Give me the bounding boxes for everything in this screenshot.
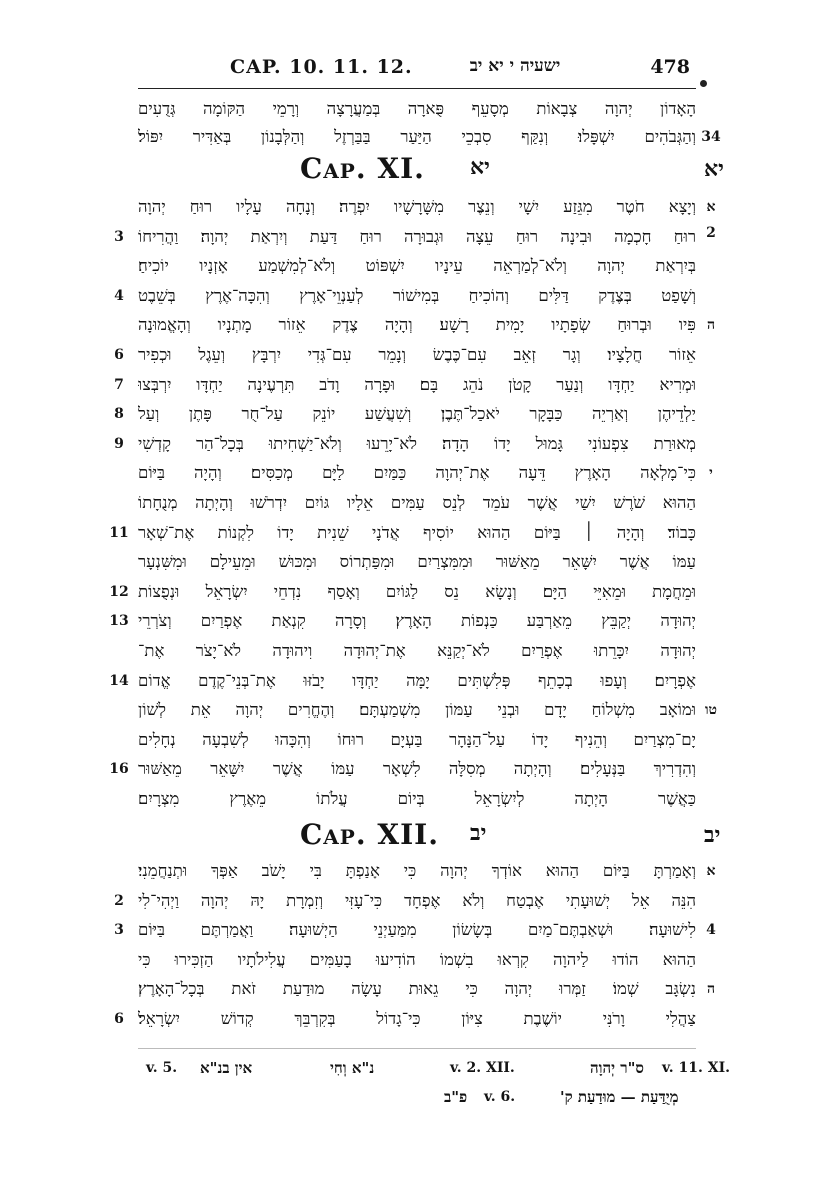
footnote-text: נ"א וְחִי [330, 1059, 375, 1077]
verse-number: 4 [114, 287, 124, 304]
verse-number: 8 [114, 406, 124, 423]
chapter-heading [300, 818, 600, 852]
text-line: צַהֲלִי וָרֹנִּי יוֹשֶׁבֶת צִיּוֹן כִּי־גָדוֹל בְּקִרְבֵּךְ קְדוֹשׁ יִשְׂרָאֵל׃ [138, 1009, 696, 1028]
text-line: הַהוּא שֹׁרֶשׁ יִשַׁי אֲשֶׁר עֹמֵד לְנֵס עַמִּים אֵלָיו גּוֹיִם יִדְרֹשׁוּ וְהָיְתָה מְנֻחָתוֹ [138, 493, 696, 512]
text-line: יְהוּדָה יִכָּרֵתוּ אֶפְרַיִם לֹא־יְקַנֵּא אֶת־יְהוּדָה וִיהוּדָה לֹא־יָצֹר אֶת־ [138, 641, 696, 660]
text-line: וְהַגְּבֹהִים יִשְׁפָּלוּ׃ וְנִקַּף סִבְכֵי הַיַּעַר בַּבַּרְזֶל וְהַלְּבָנוֹן בְּאַדִּיר יִפּוֹל׃ [138, 127, 696, 146]
text-line: נִשְׂגָּב שְׁמוֹ׃ זַמְּרוּ יְהוָה כִּי גֵאוּת עָשָׂה מוּדַעַת זֹאת בְּכָל־הָאָרֶץ׃ [138, 979, 696, 999]
verse-number: ה [706, 317, 716, 334]
chapter-margin-numeral: יב [704, 822, 721, 848]
text-line: וּמֵחֲמָת וּמֵאִיֵּי הַיָּם׃ וְנָשָׂא נֵס לַגּוֹיִם וְאָסַף נִדְחֵי יִשְׂרָאֵל וּנְפֻצוֹת [138, 581, 696, 601]
text-line: הִנֵּה אֵל יְשׁוּעָתִי אֶבְטַח וְלֹא אֶפְחָד כִּי־עָזִּי וְזִמְרָת יָהּ יְהוָה וַיְהִי־לִי [138, 890, 696, 910]
verse-number: א 2 [706, 199, 716, 241]
text-line: כִּי־מָלְאָה הָאָרֶץ דֵּעָה אֶת־יְהוָה כַּמַּיִם לַיָּם מְכַסִּים׃ וְהָיָה בַּיּוֹם [138, 463, 696, 483]
footnote-text: מְיֻדַּעַת — מוּדַעַת ק' [560, 1088, 679, 1106]
text-line: יַלְדֵיהֶן וְאַרְיֵה כַּבָּקָר יֹאכַל־תֶּבֶן׃ וְשִׁעֲשַׁע יוֹנֵק עַל־חֻר פָּתֶן וְעַל [138, 404, 696, 424]
text-line: כָּבוֹד׃ וְהָיָה ׀ בַּיּוֹם הַהוּא יוֹסִיף אֲדֹנָי שֵׁנִית יָדוֹ לִקְנוֹת אֶת־שְׁאָר [138, 522, 696, 542]
chapter-hebrew-numeral: יב [470, 820, 487, 846]
verse-number: 3 [114, 922, 124, 939]
text-line: כַּאֲשֶׁר הָיְתָה לְיִשְׂרָאֵל בְּיוֹם עֲלֹתוֹ מֵאֶרֶץ מִצְרָיִם׃ [138, 789, 696, 808]
verse-number: 6 [114, 347, 124, 363]
verse-number: 34 [701, 129, 721, 145]
verse-number: י [709, 465, 713, 482]
footnote-ref: v. 2. XII. [450, 1060, 515, 1076]
text-line: וּמוֹאָב מִשְׁלוֹחַ יָדָם וּבְנֵי עַמּוֹן מִשְׁמַעְתָּם׃ וְהֶחֱרִים יְהוָה אֵת לְשׁוֹן [138, 700, 696, 720]
verse-number: 14 [109, 672, 129, 689]
header-rule [138, 88, 696, 89]
text-line: בְּיִרְאַת יְהוָה וְלֹא־לְמַרְאֵה עֵינָיו יִשְׁפּוֹט וְלֹא־לְמִשְׁמַע אָזְנָיו יוֹכִיחַ׃ [138, 256, 696, 276]
verse-number: 3 [114, 228, 124, 245]
text-line: הַהוּא הוֹדוּ לַיהוָה קִרְאוּ בִשְׁמוֹ הוֹדִיעוּ בָעַמִּים עֲלִילֹתָיו הַזְכִּירוּ כִּי [138, 949, 696, 969]
header-chapter-ref: CAP. 10. 11. 12. [230, 56, 413, 78]
text-line: לִישׁוּעָה׃ וּשְׁאַבְתֶּם־מַיִם בְּשָׂשׂוֹן מִמַּעַיְנֵי הַיְשׁוּעָה׃ וַאֲמַרְתֶּם בַּיּוֹם [138, 920, 696, 940]
chapter-margin-numeral: יא [704, 156, 724, 182]
text-line: וְיָצָא חֹטֶר מִגֵּזַע יִשָׁי וְנֵצֶר מִשָּׁרָשָׁיו יִפְרֶה׃ וְנָחָה עָלָיו רוּחַ יְהוָה [138, 197, 696, 216]
footnote-ref: v. 11. XI. [662, 1060, 730, 1076]
footnote-rule [138, 1048, 696, 1049]
verse-number: ה [706, 981, 716, 998]
text-line: אֶפְרָיִם׃ וְעָפוּ בְכָתֵף פְּלִשְׁתִּים יָמָּה יַחְדָּו יָבֹזּוּ אֶת־בְּנֵי־קֶדֶם אֱדוֹם [138, 670, 696, 690]
text-line: הָאָדוֹן יְהוָה צְבָאוֹת מְסָעֵף פֻּארָה בְּמַעֲרָצָה וְרָמֵי הַקּוֹמָה גְּדֻעִים [138, 99, 696, 118]
text-line: יְהוּדָה יְקַבֵּץ מֵאַרְבַּע כַּנְפוֹת הָאָרֶץ׃ וְסָרָה קִנְאַת אֶפְרַיִם וְצֹרְרֵי [138, 611, 696, 631]
verse-number: טו [704, 702, 718, 719]
verse-number: 16 [109, 761, 129, 778]
footnote-ref: v. 6. [484, 1089, 516, 1105]
text-line: אֵזוֹר חֲלָצָיו׃ וְגָר זְאֵב עִם־כֶּבֶשׂ וְנָמֵר עִם־גְּדִי יִרְבָּץ וְעֵגֶל וּכְפִיר [138, 345, 696, 364]
verse-number: 12 [109, 583, 129, 600]
chapter-hebrew-numeral: יא [470, 154, 490, 180]
chapter-label: Cap. XI. [300, 152, 425, 185]
text-line: עַמּוֹ אֲשֶׁר יִשָּׁאֵר מֵאַשּׁוּר וּמִמִּצְרַיִם וּמִפַּתְרוֹס וּמִכּוּשׁ וּמֵעֵילָם וּמִשִּׁנְעָר [138, 552, 696, 572]
verse-number: 7 [114, 376, 124, 393]
chapter-heading [300, 152, 600, 186]
header-book-title: ישעיה י יא יב [469, 56, 561, 76]
verse-number: 9 [114, 435, 124, 452]
footnote-text: אין בנ"א [200, 1059, 253, 1077]
footnote-text: פ"ב [444, 1088, 468, 1106]
footnote-text: ס"ר יְהוָה [590, 1059, 644, 1077]
text-line: רוּחַ חָכְמָה וּבִינָה רוּחַ עֵצָה וּגְבוּרָה רוּחַ דַּעַת וְיִרְאַת יְהוָה׃ וַהֲרִיחוֹ [138, 226, 696, 246]
verse-number: 13 [109, 613, 129, 630]
text-line: יָם־מִצְרַיִם וְהֵנִיף יָדוֹ עַל־הַנָּהָר בַּעְיָם רוּחוֹ וְהִכָּהוּ לְשִׁבְעָה נְחָלִים [138, 729, 696, 749]
ink-dot-mark [700, 80, 707, 87]
verse-number: א [706, 863, 716, 879]
running-header [230, 56, 690, 86]
verse-number: 2 [114, 892, 124, 909]
text-line: וְאָמַרְתָּ בַּיּוֹם הַהוּא אוֹדְךָ יְהוָה כִּי אָנַפְתָּ בִּי יָשֹׁב אַפְּךָ וּתְנַחֲמֵנִי׃ [138, 861, 696, 880]
verse-number: 11 [109, 524, 129, 541]
chapter-label: Cap. XII. [300, 818, 440, 851]
text-line: מְאוּרַת צִפְעוֹנִי גָּמוּל יָדוֹ הָדָה׃ לֹא־יָרֵעוּ וְלֹא־יַשְׁחִיתוּ בְּכָל־הַר קָדְשִׁי [138, 433, 696, 453]
text-line: וְשָׁפַט בְּצֶדֶק דַּלִּים וְהוֹכִיחַ בְּמִישׁוֹר לְעַנְוֵי־אָרֶץ וְהִכָּה־אֶרֶץ בְּשֵׁבֶט [138, 285, 696, 305]
verse-number: 6 [114, 1011, 124, 1027]
text-line: פִּיו וּבְרוּחַ שְׂפָתָיו יָמִית רָשָׁע׃ וְהָיָה צֶדֶק אֵזוֹר מָתְנָיו וְהָאֱמוּנָה [138, 315, 696, 335]
verse-number: 4 [706, 922, 716, 939]
footnote-ref: v. 5. [146, 1060, 178, 1076]
text-line: וּמְרִיא יַחְדָּו וְנַעַר קָטֹן נֹהֵג בָּם׃ וּפָרָה וָדֹב תִּרְעֶינָה יַחְדָּו יִרְבְּצוּ [138, 374, 696, 394]
page-number: 478 [650, 56, 690, 78]
text-line: וְהִדְרִיךְ בַּנְּעָלִים׃ וְהָיְתָה מְסִלָּה לִשְׁאָר עַמּוֹ אֲשֶׁר יִשָּׁאֵר מֵאַשּׁוּר [138, 759, 696, 779]
